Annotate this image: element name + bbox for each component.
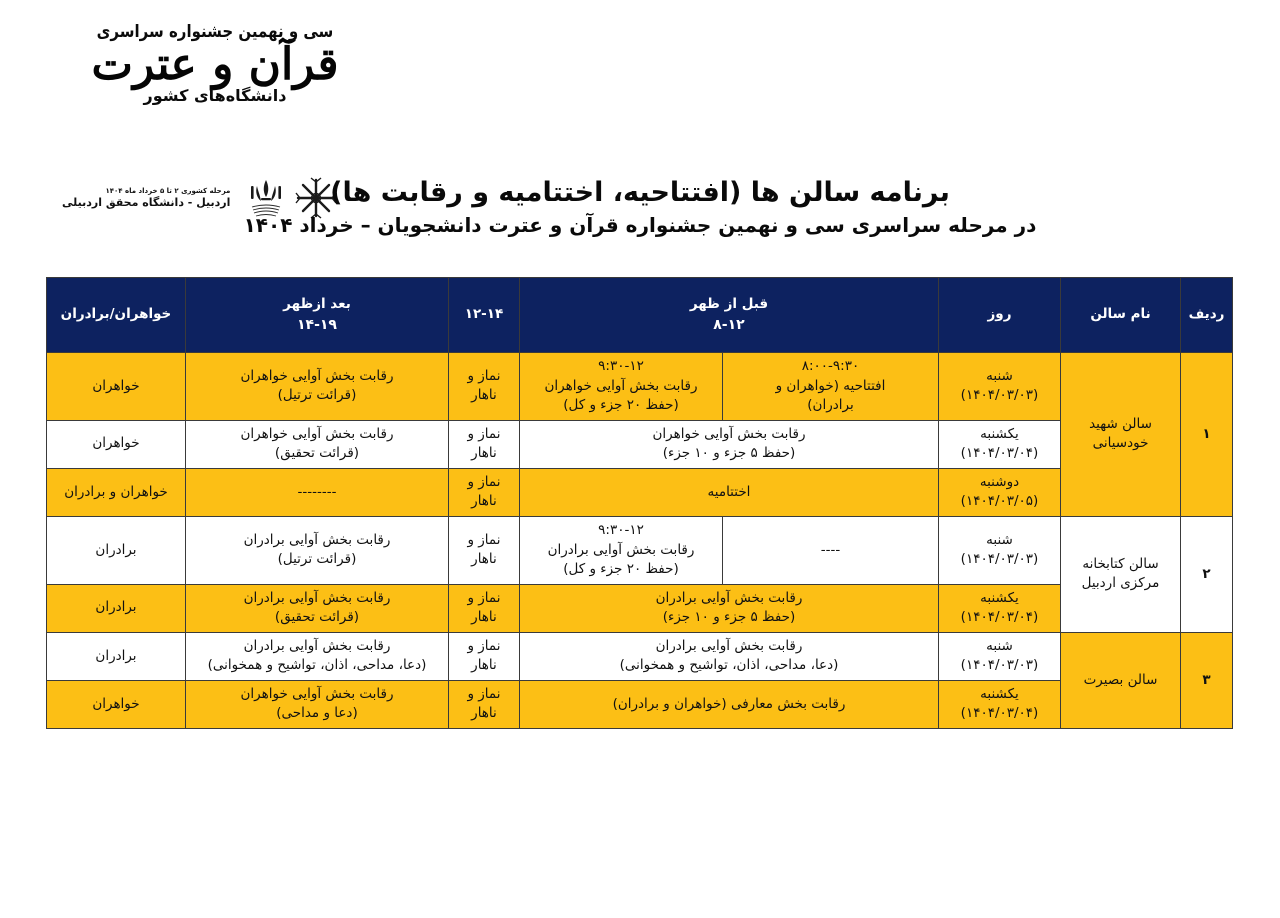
- afternoon-cell: [185, 680, 448, 728]
- noon-line-2: ناهار: [471, 551, 497, 568]
- col-header-gender: خواهران/برادران: [46, 278, 185, 353]
- day-cell: [939, 584, 1061, 632]
- slot-line-1: رقابت بخش آوایی خواهران: [544, 377, 698, 394]
- table-row: [46, 420, 1232, 468]
- schedule-table-wrapper: [47, 277, 1233, 729]
- host-info: [62, 187, 230, 210]
- noon-line-2: ناهار: [471, 609, 497, 626]
- day-cell: [939, 353, 1061, 421]
- day-name: دوشنبه: [979, 473, 1020, 490]
- noon-line-2: ناهار: [471, 705, 497, 722]
- afternoon-cell: [185, 584, 448, 632]
- slot-time: ۹:۳۰-۱۲: [598, 358, 644, 374]
- slot-line-1: اختتامیه: [707, 483, 751, 500]
- day-cell: [939, 516, 1061, 584]
- schedule-table: [46, 277, 1233, 729]
- morning-slot-b: [519, 353, 722, 421]
- host-stage-dates: مرحله کشوری ۲ تا ۵ خرداد ماه ۱۴۰۴: [105, 186, 231, 195]
- slot-line-1: رقابت بخش معارفی (خواهران و برادران): [612, 695, 846, 712]
- col-header-morning-range: ۸-۱۲: [713, 316, 745, 333]
- slot-line-1: رقابت بخش آوایی خواهران: [240, 685, 394, 702]
- slot-line-2: (قرائت تحقیق): [274, 445, 360, 462]
- day-name: یکشنبه: [980, 425, 1019, 442]
- afternoon-cell: [185, 632, 448, 680]
- slot-line-2: (حفظ ۵ جزء و ۱۰ جزء): [662, 609, 796, 626]
- festival-logo: [55, 22, 375, 105]
- schedule-table-body: [46, 353, 1232, 729]
- slot-line-1: --------: [297, 483, 337, 500]
- hall-name: سالن بصیرت: [1061, 632, 1181, 728]
- slot-line-1: رقابت بخش آوایی خواهران: [652, 425, 806, 442]
- noon-line-2: ناهار: [471, 657, 497, 674]
- noon-line-1: نماز و: [467, 531, 501, 548]
- slot-line-2: (دعا و مداحی): [276, 705, 358, 722]
- noon-line-1: نماز و: [467, 473, 501, 490]
- slot-line-2: (دعا، مداحی، اذان، تواشیح و همخوانی): [207, 657, 427, 674]
- hall-name: سالن کتابخانه مرکزی اردبیل: [1061, 516, 1181, 632]
- day-name: شنبه: [986, 367, 1013, 384]
- noon-cell: [448, 680, 519, 728]
- noon-cell: [448, 468, 519, 516]
- table-row: [46, 584, 1232, 632]
- morning-cell-merged: [519, 584, 938, 632]
- noon-line-1: نماز و: [467, 589, 501, 606]
- page-subtitle: در مرحله سراسری سی و نهمین جشنواره قرآن و عترت دانشجویان – خرداد ۱۴۰۴: [243, 212, 1037, 237]
- day-name: شنبه: [986, 531, 1013, 548]
- col-header-morning-label: قبل از ظهر: [689, 296, 769, 313]
- hall-name: سالن شهید خودسیانی: [1061, 353, 1181, 517]
- noon-line-1: نماز و: [467, 685, 501, 702]
- day-name: یکشنبه: [980, 685, 1019, 702]
- col-header-noon: ۱۲-۱۴: [448, 278, 519, 353]
- morning-cell-merged: [519, 680, 938, 728]
- table-row: [46, 516, 1232, 584]
- table-row: [46, 680, 1232, 728]
- slot-line-1: رقابت بخش آوایی برادران: [243, 531, 391, 548]
- slot-line-1: رقابت بخش آوایی برادران: [243, 589, 391, 606]
- slot-line-1: رقابت بخش آوایی برادران: [655, 589, 803, 606]
- day-cell: [939, 420, 1061, 468]
- festival-logo-title: قرآن و عترت: [91, 39, 339, 90]
- morning-slot-a: [723, 353, 939, 421]
- slot-line-2: (حفظ ۵ جزء و ۱۰ جزء): [662, 445, 796, 462]
- slot-time: ۹:۳۰-۱۲: [598, 521, 644, 538]
- slot-line-2: (قرائت تحقیق): [274, 609, 360, 626]
- day-date: (۱۴۰۴/۰۳/۰۳): [960, 657, 1039, 674]
- gender-cell: خواهران: [46, 420, 185, 468]
- festival-star-icon: [294, 176, 338, 220]
- slot-line-1: افتتاحیه (خواهران و: [775, 377, 886, 394]
- noon-cell: [448, 420, 519, 468]
- gender-cell: برادران: [46, 584, 185, 632]
- day-date: (۱۴۰۴/۰۳/۰۴): [960, 609, 1039, 626]
- day-cell: [939, 632, 1061, 680]
- slot-line-2: (حفظ ۲۰ جزء و کل): [563, 561, 679, 578]
- col-header-day: روز: [939, 278, 1061, 353]
- noon-line-1: نماز و: [467, 425, 501, 442]
- morning-slot-b: [519, 516, 722, 584]
- afternoon-cell: [185, 516, 448, 584]
- slot-line-1: رقابت بخش آوایی خواهران: [240, 367, 394, 384]
- gender-cell: برادران: [46, 632, 185, 680]
- noon-line-2: ناهار: [471, 493, 497, 510]
- slot-line-2: (قرائت ترتیل): [277, 387, 357, 404]
- morning-cell-merged: [519, 420, 938, 468]
- day-date: (۱۴۰۴/۰۳/۰۳): [960, 551, 1039, 568]
- table-row: [46, 353, 1232, 421]
- slot-line-1: رقابت بخش آوایی برادران: [547, 541, 695, 558]
- col-header-hall: نام سالن: [1061, 278, 1181, 353]
- festival-logo-bottom-line: دانشگاه‌های کشور: [143, 86, 287, 106]
- noon-cell: [448, 632, 519, 680]
- noon-line-2: ناهار: [471, 445, 497, 462]
- slot-line-1: رقابت بخش آوایی خواهران: [240, 425, 394, 442]
- day-cell: [939, 680, 1061, 728]
- col-header-afternoon-label: بعد ازظهر: [283, 296, 351, 313]
- day-date: (۱۴۰۴/۰۳/۰۴): [960, 705, 1039, 722]
- iran-emblem-icon: [242, 176, 286, 220]
- slot-line-1: ----: [820, 541, 841, 558]
- gender-cell: خواهران: [46, 680, 185, 728]
- col-header-morning: [519, 278, 938, 353]
- host-university: اردبیل - دانشگاه محقق اردبیلی: [62, 195, 231, 209]
- afternoon-cell: [185, 353, 448, 421]
- slot-line-1: رقابت بخش آوایی برادران: [243, 637, 391, 654]
- table-row: [46, 632, 1232, 680]
- page-title: برنامه سالن ها (افتتاحیه، اختتامیه و رقابت ها): [330, 177, 950, 208]
- morning-cell-merged: [519, 632, 938, 680]
- noon-cell: [448, 584, 519, 632]
- day-name: یکشنبه: [980, 589, 1019, 606]
- day-cell: [939, 468, 1061, 516]
- day-date: (۱۴۰۴/۰۳/۰۵): [960, 493, 1039, 510]
- afternoon-cell: [185, 420, 448, 468]
- noon-cell: [448, 353, 519, 421]
- col-header-index: ردیف: [1181, 278, 1233, 353]
- slot-time: ۸:۰۰-۹:۳۰: [801, 358, 860, 374]
- table-row: [46, 468, 1232, 516]
- festival-logo-top-line: سی و نهمین جشنواره سراسری: [96, 20, 334, 42]
- noon-line-1: نماز و: [467, 367, 501, 384]
- morning-cell-merged: [519, 468, 938, 516]
- col-header-afternoon-range: ۱۴-۱۹: [296, 316, 337, 333]
- slot-line-2: (حفظ ۲۰ جزء و کل): [563, 397, 679, 414]
- afternoon-cell: [185, 468, 448, 516]
- emblem-row: [62, 176, 338, 220]
- slot-line-2: (قرائت ترتیل): [277, 551, 357, 568]
- day-name: شنبه: [986, 637, 1013, 654]
- row-index: ۱: [1181, 353, 1233, 517]
- gender-cell: خواهران و برادران: [46, 468, 185, 516]
- day-date: (۱۴۰۴/۰۳/۰۳): [960, 387, 1039, 404]
- noon-line-1: نماز و: [467, 637, 501, 654]
- row-index: ۳: [1181, 632, 1233, 728]
- slot-line-2: برادران): [807, 397, 854, 414]
- slot-line-1: رقابت بخش آوایی برادران: [655, 637, 803, 654]
- noon-cell: [448, 516, 519, 584]
- slot-line-2: (دعا، مداحی، اذان، تواشیح و همخوانی): [619, 657, 839, 674]
- col-header-afternoon: [185, 278, 448, 353]
- gender-cell: خواهران: [46, 353, 185, 421]
- gender-cell: برادران: [46, 516, 185, 584]
- morning-slot-a: [723, 516, 939, 584]
- row-index: ۲: [1181, 516, 1233, 632]
- day-date: (۱۴۰۴/۰۳/۰۴): [960, 445, 1039, 462]
- noon-line-2: ناهار: [471, 387, 497, 404]
- table-header-row: [46, 278, 1232, 353]
